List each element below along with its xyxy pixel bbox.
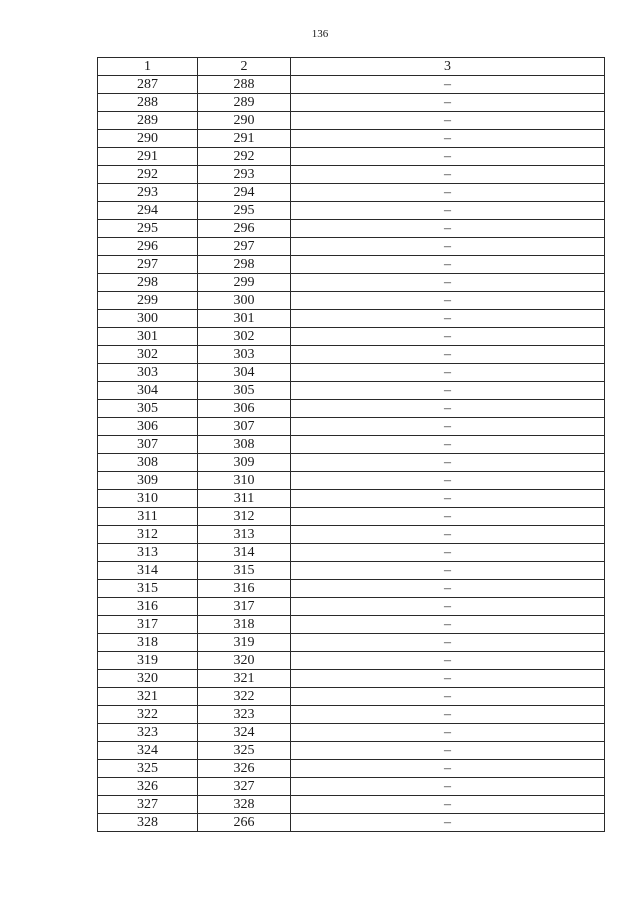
table-cell-col-1: 297 (98, 256, 198, 274)
table-row (98, 598, 605, 616)
table-cell-col-2: 293 (198, 166, 291, 184)
table-cell-col-1: 298 (98, 274, 198, 292)
table-cell-col-2: 314 (198, 544, 291, 562)
table-cell-col-2: 327 (198, 778, 291, 796)
table-body (98, 76, 605, 832)
table-cell-col-2: 316 (198, 580, 291, 598)
table-row (98, 436, 605, 454)
table-row (98, 670, 605, 688)
table-cell-col-3: – (291, 418, 605, 436)
table-row (98, 526, 605, 544)
table-cell-col-2: 304 (198, 364, 291, 382)
table-row (98, 292, 605, 310)
table-row (98, 706, 605, 724)
table-row (98, 688, 605, 706)
table-cell-col-2: 321 (198, 670, 291, 688)
table-row (98, 238, 605, 256)
table-cell-col-2: 325 (198, 742, 291, 760)
table-cell-col-1: 290 (98, 130, 198, 148)
table-cell-col-1: 295 (98, 220, 198, 238)
table-cell-col-3: – (291, 382, 605, 400)
table-cell-col-3: – (291, 652, 605, 670)
table-cell-col-1: 287 (98, 76, 198, 94)
table-row (98, 814, 605, 832)
table-cell-col-2: 317 (198, 598, 291, 616)
table-row (98, 562, 605, 580)
table-cell-col-2: 308 (198, 436, 291, 454)
table-cell-col-2: 301 (198, 310, 291, 328)
table-cell-col-3: – (291, 436, 605, 454)
table-cell-col-1: 294 (98, 202, 198, 220)
table-cell-col-2: 296 (198, 220, 291, 238)
table-row (98, 580, 605, 598)
table-cell-col-3: – (291, 688, 605, 706)
table-cell-col-3: – (291, 562, 605, 580)
column-header-1: 1 (98, 58, 198, 76)
table-row (98, 400, 605, 418)
table-cell-col-3: – (291, 400, 605, 418)
table-cell-col-1: 300 (98, 310, 198, 328)
table-cell-col-2: 323 (198, 706, 291, 724)
table-cell-col-1: 310 (98, 490, 198, 508)
table-cell-col-3: – (291, 670, 605, 688)
table-cell-col-1: 320 (98, 670, 198, 688)
table-cell-col-3: – (291, 94, 605, 112)
table-row (98, 166, 605, 184)
table-cell-col-2: 299 (198, 274, 291, 292)
table-cell-col-3: – (291, 724, 605, 742)
table-cell-col-1: 307 (98, 436, 198, 454)
table-cell-col-3: – (291, 544, 605, 562)
table-row (98, 256, 605, 274)
table-cell-col-2: 295 (198, 202, 291, 220)
table-cell-col-1: 304 (98, 382, 198, 400)
table-cell-col-2: 266 (198, 814, 291, 832)
table-row (98, 274, 605, 292)
table-cell-col-3: – (291, 526, 605, 544)
table-cell-col-3: – (291, 130, 605, 148)
table-row (98, 184, 605, 202)
table-cell-col-1: 309 (98, 472, 198, 490)
table-header-row (98, 58, 605, 76)
table-cell-col-1: 305 (98, 400, 198, 418)
table-cell-col-3: – (291, 184, 605, 202)
table-cell-col-2: 319 (198, 634, 291, 652)
table-cell-col-3: – (291, 238, 605, 256)
table-cell-col-2: 315 (198, 562, 291, 580)
table-cell-col-3: – (291, 760, 605, 778)
table-row (98, 328, 605, 346)
table-cell-col-3: – (291, 634, 605, 652)
table-cell-col-3: – (291, 454, 605, 472)
data-table (97, 57, 605, 832)
table-cell-col-1: 308 (98, 454, 198, 472)
table-cell-col-2: 326 (198, 760, 291, 778)
table-cell-col-2: 307 (198, 418, 291, 436)
table-row (98, 634, 605, 652)
table-cell-col-2: 294 (198, 184, 291, 202)
table-cell-col-3: – (291, 706, 605, 724)
table-cell-col-1: 319 (98, 652, 198, 670)
table-cell-col-1: 289 (98, 112, 198, 130)
table-cell-col-2: 324 (198, 724, 291, 742)
table-cell-col-3: – (291, 598, 605, 616)
table-cell-col-3: – (291, 76, 605, 94)
table-cell-col-1: 301 (98, 328, 198, 346)
table-row (98, 346, 605, 364)
table-cell-col-2: 306 (198, 400, 291, 418)
table-cell-col-1: 328 (98, 814, 198, 832)
table-cell-col-3: – (291, 256, 605, 274)
page-number: 136 (311, 28, 329, 40)
table-cell-col-2: 290 (198, 112, 291, 130)
table-cell-col-1: 317 (98, 616, 198, 634)
table-cell-col-3: – (291, 166, 605, 184)
column-header-2: 2 (198, 58, 291, 76)
table-row (98, 202, 605, 220)
table-row (98, 616, 605, 634)
table-row (98, 742, 605, 760)
table-row (98, 112, 605, 130)
table-row (98, 724, 605, 742)
table-cell-col-3: – (291, 202, 605, 220)
table-cell-col-1: 303 (98, 364, 198, 382)
table-row (98, 148, 605, 166)
table-cell-col-1: 313 (98, 544, 198, 562)
table-cell-col-1: 322 (98, 706, 198, 724)
table-cell-col-1: 318 (98, 634, 198, 652)
table-cell-col-1: 323 (98, 724, 198, 742)
table-row (98, 382, 605, 400)
table-cell-col-1: 291 (98, 148, 198, 166)
table-cell-col-2: 300 (198, 292, 291, 310)
table-cell-col-3: – (291, 508, 605, 526)
table-cell-col-1: 327 (98, 796, 198, 814)
table-cell-col-2: 289 (198, 94, 291, 112)
table-row (98, 310, 605, 328)
table-cell-col-2: 311 (198, 490, 291, 508)
table-row (98, 76, 605, 94)
table-row (98, 472, 605, 490)
table-cell-col-2: 322 (198, 688, 291, 706)
table-cell-col-3: – (291, 472, 605, 490)
table-row (98, 652, 605, 670)
table-cell-col-3: – (291, 148, 605, 166)
table-cell-col-3: – (291, 220, 605, 238)
table-cell-col-2: 288 (198, 76, 291, 94)
table-cell-col-2: 297 (198, 238, 291, 256)
table-cell-col-2: 313 (198, 526, 291, 544)
table-cell-col-3: – (291, 814, 605, 832)
column-header-3: 3 (291, 58, 605, 76)
table-cell-col-3: – (291, 616, 605, 634)
table-cell-col-1: 324 (98, 742, 198, 760)
table-cell-col-1: 321 (98, 688, 198, 706)
table-cell-col-3: – (291, 778, 605, 796)
table-row (98, 508, 605, 526)
table-cell-col-2: 328 (198, 796, 291, 814)
table-cell-col-2: 298 (198, 256, 291, 274)
table-row (98, 454, 605, 472)
table-cell-col-2: 320 (198, 652, 291, 670)
table-cell-col-3: – (291, 274, 605, 292)
table-row (98, 94, 605, 112)
table-cell-col-2: 309 (198, 454, 291, 472)
table-row (98, 130, 605, 148)
table-cell-col-1: 325 (98, 760, 198, 778)
table-row (98, 490, 605, 508)
table-cell-col-3: – (291, 310, 605, 328)
table-cell-col-1: 314 (98, 562, 198, 580)
table-cell-col-1: 326 (98, 778, 198, 796)
table-cell-col-3: – (291, 112, 605, 130)
table-cell-col-2: 310 (198, 472, 291, 490)
table-cell-col-2: 303 (198, 346, 291, 364)
table-cell-col-2: 302 (198, 328, 291, 346)
table-row (98, 796, 605, 814)
table-cell-col-1: 316 (98, 598, 198, 616)
table-cell-col-2: 291 (198, 130, 291, 148)
table-cell-col-1: 288 (98, 94, 198, 112)
table-row (98, 418, 605, 436)
table-cell-col-2: 312 (198, 508, 291, 526)
table-cell-col-2: 318 (198, 616, 291, 634)
table-cell-col-1: 302 (98, 346, 198, 364)
table-cell-col-1: 292 (98, 166, 198, 184)
table-cell-col-1: 315 (98, 580, 198, 598)
table-cell-col-3: – (291, 292, 605, 310)
table-row (98, 760, 605, 778)
table-cell-col-3: – (291, 346, 605, 364)
table-cell-col-1: 312 (98, 526, 198, 544)
table-cell-col-3: – (291, 796, 605, 814)
table-row (98, 220, 605, 238)
table-row (98, 778, 605, 796)
table-cell-col-2: 305 (198, 382, 291, 400)
table-cell-col-1: 299 (98, 292, 198, 310)
table-row (98, 544, 605, 562)
table-cell-col-1: 306 (98, 418, 198, 436)
table-cell-col-2: 292 (198, 148, 291, 166)
table-cell-col-3: – (291, 580, 605, 598)
table-cell-col-3: – (291, 364, 605, 382)
table-cell-col-3: – (291, 742, 605, 760)
table-cell-col-1: 296 (98, 238, 198, 256)
table-cell-col-1: 293 (98, 184, 198, 202)
table-row (98, 364, 605, 382)
table-cell-col-3: – (291, 328, 605, 346)
table-cell-col-3: – (291, 490, 605, 508)
table-cell-col-1: 311 (98, 508, 198, 526)
